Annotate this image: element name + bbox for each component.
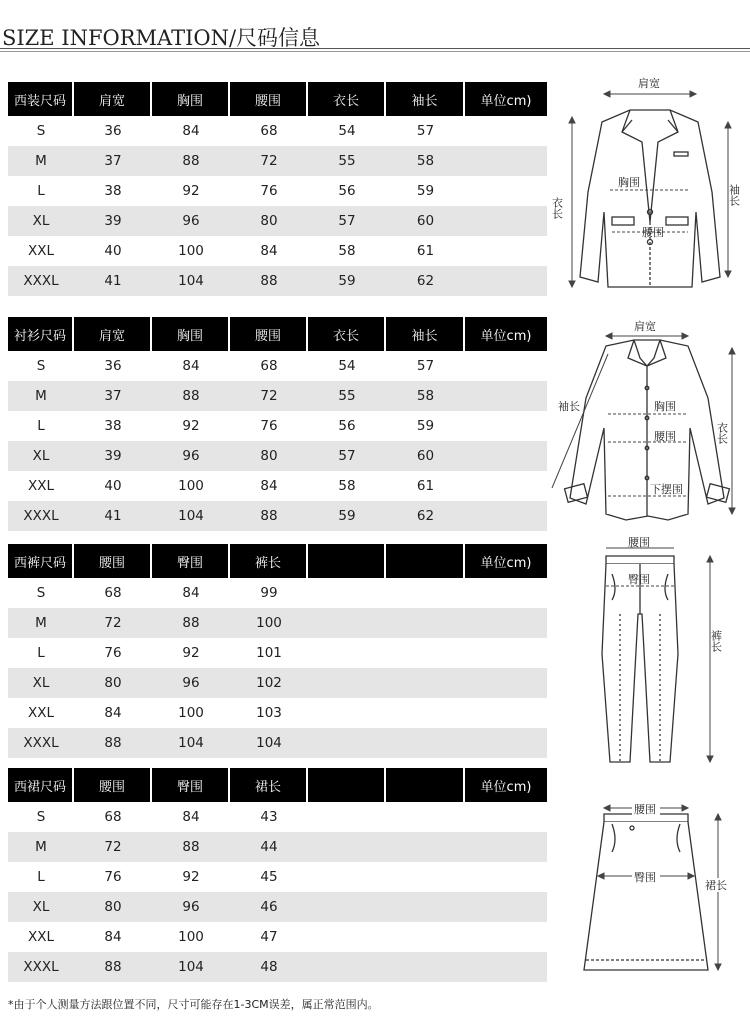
sleeve-label: 袖长 [727, 184, 741, 206]
table-row [8, 728, 547, 758]
table-cell: 72 [260, 388, 278, 404]
table-cell [465, 862, 547, 892]
table-row [8, 266, 547, 296]
table-cell: M [35, 153, 47, 169]
header-cell: 胸围 [152, 82, 230, 116]
table-cell: 88 [260, 508, 278, 524]
header-cell: 袖长 [386, 317, 465, 351]
table-cell: 96 [182, 899, 200, 915]
table-cell: 76 [260, 183, 278, 199]
table-cell [465, 116, 547, 146]
table-cell [308, 952, 386, 982]
table-cell: 56 [338, 418, 356, 434]
shoulder-label: 肩宽 [634, 320, 656, 333]
table-cell: 99 [260, 585, 278, 601]
table-cell: 80 [260, 213, 278, 229]
table-row [8, 351, 547, 381]
table-row [8, 922, 547, 952]
table-row [8, 608, 547, 638]
table-row [8, 952, 547, 982]
table-cell: 40 [104, 243, 122, 259]
table-row [8, 116, 547, 146]
table-cell: 100 [178, 705, 204, 721]
skirt-diagram [578, 796, 738, 976]
table-cell: 102 [256, 675, 282, 691]
table-cell [308, 668, 386, 698]
table-cell: 104 [256, 735, 282, 751]
table-cell [465, 501, 547, 531]
waist-label: 腰围 [628, 536, 650, 549]
table-cell: 72 [104, 615, 122, 631]
table-cell [308, 638, 386, 668]
table-cell [308, 862, 386, 892]
table-cell: 60 [416, 213, 435, 229]
header-cell: 衣长 [308, 317, 386, 351]
skirt-size-table [8, 768, 547, 982]
table-cell: 62 [416, 273, 435, 289]
table-row [8, 892, 547, 922]
chest-label: 胸围 [618, 176, 640, 189]
table-row [8, 146, 547, 176]
table-cell: 88 [182, 615, 200, 631]
table-cell: 60 [416, 448, 435, 464]
table-cell: 61 [416, 478, 435, 494]
table-cell [308, 728, 386, 758]
table-row [8, 381, 547, 411]
table-cell: L [37, 183, 45, 199]
table-cell [465, 728, 547, 758]
header-cell: 衣长 [308, 82, 386, 116]
table-cell: 84 [182, 123, 200, 139]
header-cell [386, 544, 465, 578]
header-cell [308, 544, 386, 578]
table-cell: 57 [416, 358, 435, 374]
table-cell: S [36, 358, 46, 374]
table-cell: XXXL [23, 508, 59, 524]
table-cell: XXL [27, 705, 55, 721]
table-row [8, 236, 547, 266]
table-cell: 58 [416, 153, 435, 169]
table-cell: 44 [260, 839, 278, 855]
table-cell: 88 [182, 388, 200, 404]
table-cell [386, 728, 465, 758]
table-cell [386, 608, 465, 638]
header-cell: 西裙尺码 [8, 768, 74, 802]
table-row [8, 698, 547, 728]
table-cell: 96 [182, 213, 200, 229]
shirt-size-table [8, 317, 547, 531]
table-cell: 39 [104, 448, 122, 464]
table-cell [465, 802, 547, 832]
table-header [8, 544, 547, 578]
table-cell: 45 [260, 869, 278, 885]
hem-label: 下摆围 [650, 483, 683, 496]
header-cell: 腰围 [230, 82, 308, 116]
table-cell: 72 [260, 153, 278, 169]
suit-diagram [552, 72, 748, 302]
table-cell: 84 [104, 705, 122, 721]
header-cell: 单位cm) [465, 82, 547, 116]
table-row [8, 176, 547, 206]
table-cell [308, 802, 386, 832]
table-cell: 58 [416, 388, 435, 404]
table-cell: 92 [182, 869, 200, 885]
header-cell: 裙长 [230, 768, 308, 802]
table-cell [386, 578, 465, 608]
table-cell: XXXL [23, 273, 59, 289]
pants-illustration [592, 534, 742, 766]
table-cell [308, 922, 386, 952]
table-header [8, 768, 547, 802]
table-cell: M [35, 388, 47, 404]
header-cell: 肩宽 [74, 317, 152, 351]
table-row [8, 411, 547, 441]
table-cell [465, 206, 547, 236]
table-cell: 100 [178, 478, 204, 494]
table-cell: 55 [338, 153, 356, 169]
hip-label: 臀围 [628, 573, 650, 586]
table-row [8, 471, 547, 501]
table-cell: 96 [182, 675, 200, 691]
table-cell: 92 [182, 645, 200, 661]
shirt-diagram [548, 318, 748, 530]
header-cell: 单位cm) [465, 544, 547, 578]
waist-label: 腰围 [642, 226, 664, 239]
table-cell [465, 471, 547, 501]
table-cell [465, 266, 547, 296]
header-cell: 西装尺码 [8, 82, 74, 116]
table-cell [465, 668, 547, 698]
table-cell: 62 [416, 508, 435, 524]
length-label: 衣长 [715, 422, 729, 444]
table-cell: 88 [104, 959, 122, 975]
table-cell [386, 952, 465, 982]
table-cell: 59 [338, 508, 356, 524]
table-cell: 104 [178, 508, 204, 524]
table-cell [386, 922, 465, 952]
table-cell [465, 351, 547, 381]
table-cell: 80 [104, 675, 122, 691]
table-cell: XL [32, 675, 50, 691]
table-cell: 80 [104, 899, 122, 915]
table-cell: 54 [338, 123, 356, 139]
table-cell [386, 892, 465, 922]
table-cell: XL [32, 899, 50, 915]
table-cell: 100 [178, 929, 204, 945]
table-cell: 84 [260, 478, 278, 494]
table-cell [308, 608, 386, 638]
table-cell [386, 862, 465, 892]
table-cell: 68 [104, 585, 122, 601]
table-cell: 84 [104, 929, 122, 945]
header-cell [308, 768, 386, 802]
table-cell: 84 [260, 243, 278, 259]
table-cell: XXXL [23, 959, 59, 975]
table-cell: 37 [104, 153, 122, 169]
table-cell: 101 [256, 645, 282, 661]
table-cell: 68 [104, 809, 122, 825]
table-cell: L [37, 418, 45, 434]
table-header [8, 82, 547, 116]
length-label: 裤长 [709, 630, 723, 652]
header-cell: 腰围 [74, 544, 152, 578]
table-header [8, 317, 547, 351]
table-cell [465, 176, 547, 206]
header-cell: 臀围 [152, 544, 230, 578]
suit-illustration [552, 72, 748, 302]
table-cell: 100 [178, 243, 204, 259]
table-cell: 72 [104, 839, 122, 855]
table-cell: 57 [416, 123, 435, 139]
table-cell: 88 [182, 153, 200, 169]
header-cell: 单位cm) [465, 317, 547, 351]
waist-label: 腰围 [654, 430, 676, 443]
table-cell: 41 [104, 508, 122, 524]
header-cell: 腰围 [74, 768, 152, 802]
table-cell [386, 668, 465, 698]
table-cell: 84 [182, 809, 200, 825]
table-cell: 68 [260, 123, 278, 139]
table-cell: XXL [27, 929, 55, 945]
table-cell: 38 [104, 418, 122, 434]
table-cell: S [36, 123, 46, 139]
table-cell: S [36, 809, 46, 825]
table-cell: XL [32, 448, 50, 464]
table-cell: XXL [27, 478, 55, 494]
table-cell [308, 698, 386, 728]
table-cell [465, 922, 547, 952]
pants-size-table [8, 544, 547, 758]
table-cell: 104 [178, 735, 204, 751]
table-cell: 59 [416, 183, 435, 199]
table-cell: 54 [338, 358, 356, 374]
table-row [8, 862, 547, 892]
table-cell: 55 [338, 388, 356, 404]
table-cell: 61 [416, 243, 435, 259]
page-header [0, 18, 750, 52]
table-row [8, 668, 547, 698]
header-cell: 衬衫尺码 [8, 317, 74, 351]
table-cell: 76 [260, 418, 278, 434]
table-cell: 92 [182, 418, 200, 434]
header-cell: 腰围 [230, 317, 308, 351]
shoulder-label: 肩宽 [638, 77, 660, 90]
table-cell [386, 832, 465, 862]
chest-label: 胸围 [654, 400, 676, 413]
table-cell [386, 802, 465, 832]
table-cell: 96 [182, 448, 200, 464]
header-cell: 裤长 [230, 544, 308, 578]
sleeve-label: 袖长 [558, 400, 580, 413]
table-cell: 103 [256, 705, 282, 721]
table-row [8, 578, 547, 608]
table-cell: M [35, 839, 47, 855]
suit-size-table [8, 82, 547, 296]
shirt-illustration [548, 318, 748, 530]
table-cell: 37 [104, 388, 122, 404]
table-cell: 58 [338, 243, 356, 259]
table-cell: S [36, 585, 46, 601]
table-cell: 88 [260, 273, 278, 289]
header-cell: 单位cm) [465, 768, 547, 802]
table-cell [465, 608, 547, 638]
table-cell [465, 698, 547, 728]
table-cell: 88 [182, 839, 200, 855]
length-label: 裙长 [705, 879, 727, 892]
table-cell [308, 892, 386, 922]
table-cell: 104 [178, 273, 204, 289]
table-cell [465, 411, 547, 441]
header-rule [0, 51, 750, 52]
table-cell [308, 832, 386, 862]
table-cell: 39 [104, 213, 122, 229]
hip-label: 臀围 [634, 871, 656, 884]
pants-diagram [592, 534, 742, 766]
table-cell: 76 [104, 645, 122, 661]
table-cell: 59 [338, 273, 356, 289]
table-cell: XL [32, 213, 50, 229]
table-row [8, 501, 547, 531]
table-cell: 41 [104, 273, 122, 289]
header-cell: 肩宽 [74, 82, 152, 116]
table-cell [465, 892, 547, 922]
table-row [8, 206, 547, 236]
table-cell: 76 [104, 869, 122, 885]
table-cell [465, 638, 547, 668]
table-cell: 57 [338, 448, 356, 464]
table-cell [386, 698, 465, 728]
header-cell: 臀围 [152, 768, 230, 802]
table-cell: 38 [104, 183, 122, 199]
table-cell [465, 832, 547, 862]
table-cell: L [37, 869, 45, 885]
table-cell: 59 [416, 418, 435, 434]
table-row [8, 441, 547, 471]
table-cell [465, 578, 547, 608]
table-cell: 36 [104, 123, 122, 139]
skirt-illustration [578, 796, 738, 976]
table-cell: 84 [182, 585, 200, 601]
table-cell: 88 [104, 735, 122, 751]
table-row [8, 802, 547, 832]
table-cell [465, 146, 547, 176]
header-cell: 袖长 [386, 82, 465, 116]
waist-label: 腰围 [634, 803, 656, 816]
table-row [8, 832, 547, 862]
table-cell: 40 [104, 478, 122, 494]
header-rule [0, 48, 750, 49]
table-cell: XXL [27, 243, 55, 259]
table-cell: 57 [338, 213, 356, 229]
table-cell [386, 638, 465, 668]
table-cell: 56 [338, 183, 356, 199]
table-cell: 100 [256, 615, 282, 631]
table-cell [465, 441, 547, 471]
table-row [8, 638, 547, 668]
table-cell: XXXL [23, 735, 59, 751]
header-cell: 西裤尺码 [8, 544, 74, 578]
table-cell: 58 [338, 478, 356, 494]
table-cell: M [35, 615, 47, 631]
table-cell: 48 [260, 959, 278, 975]
table-cell: 68 [260, 358, 278, 374]
table-cell: 80 [260, 448, 278, 464]
table-cell [465, 381, 547, 411]
table-cell: L [37, 645, 45, 661]
table-cell: 84 [182, 358, 200, 374]
table-cell [308, 578, 386, 608]
table-cell [465, 236, 547, 266]
footnote: *由于个人测量方法跟位置不同，尺寸可能存在1-3CM误差，属正常范围内。 [8, 998, 379, 1011]
table-cell: 92 [182, 183, 200, 199]
table-cell [465, 952, 547, 982]
header-cell [386, 768, 465, 802]
table-cell: 36 [104, 358, 122, 374]
table-cell: 104 [178, 959, 204, 975]
table-cell: 47 [260, 929, 278, 945]
page-title: SIZE INFORMATION/尺码信息 [2, 26, 321, 50]
header-cell: 胸围 [152, 317, 230, 351]
length-label: 衣长 [550, 197, 564, 219]
table-cell: 43 [260, 809, 278, 825]
table-cell: 46 [260, 899, 278, 915]
